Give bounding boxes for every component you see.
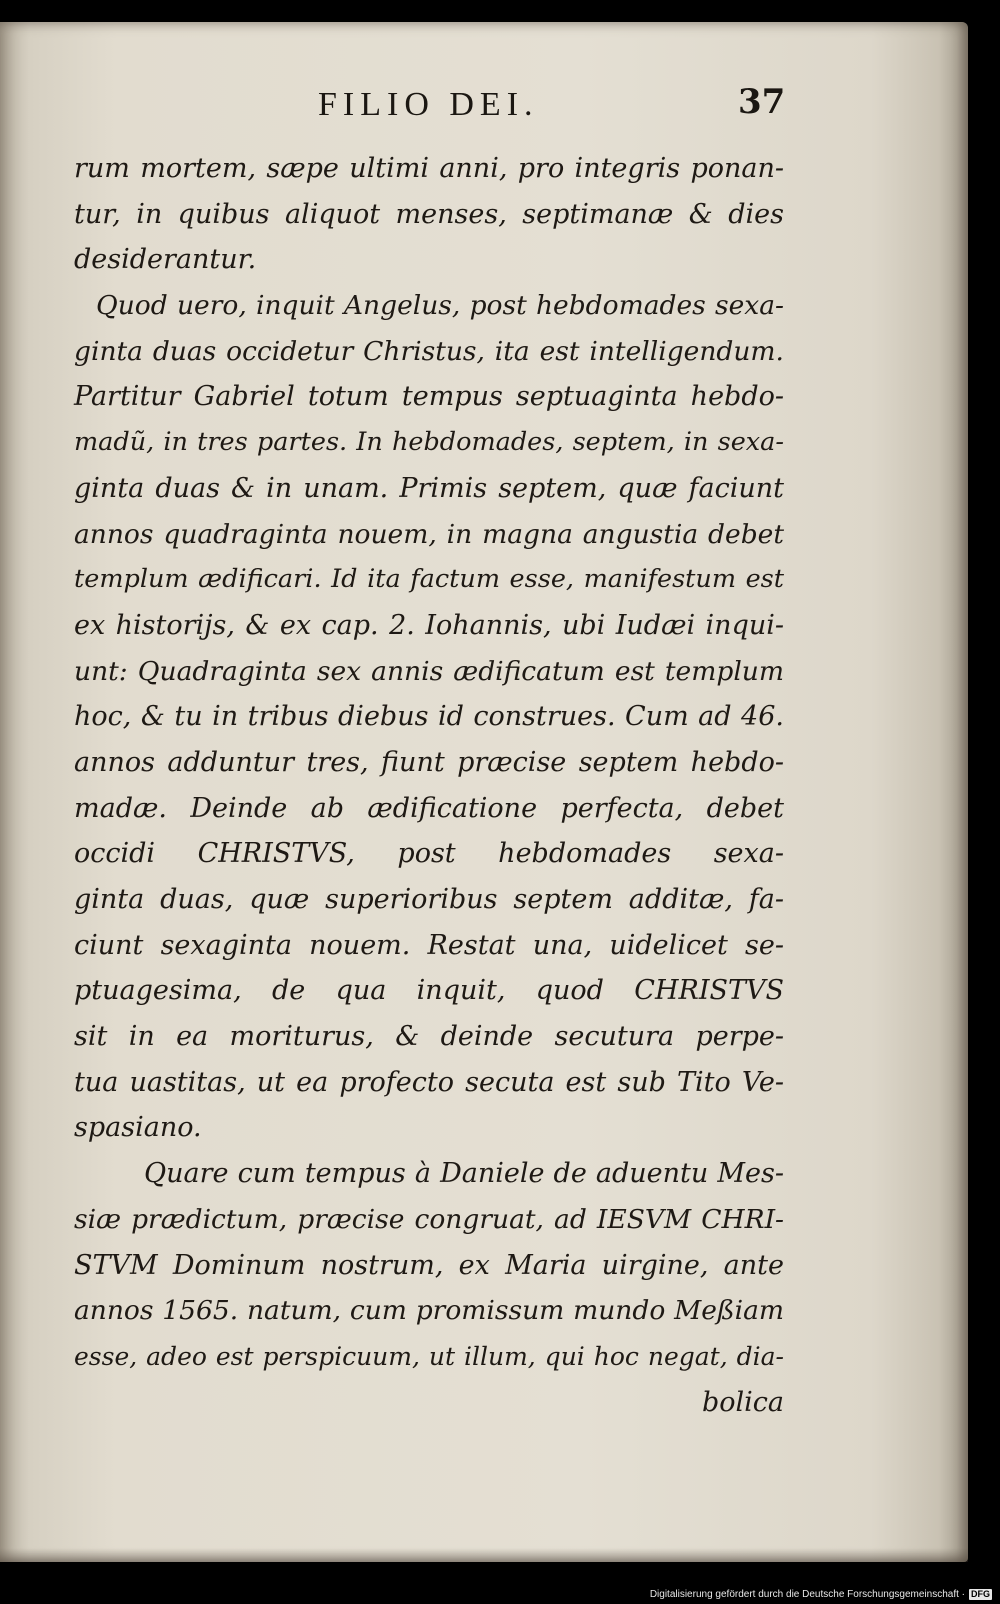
text-line: desiderantur. [74,244,257,276]
catchword: bolica [701,1386,784,1418]
page-header [0,72,968,132]
text-line: annos quadraginta nouem, in magna angustia debet [74,518,784,550]
text-line: rum mortem, sæpe ultimi anni, pro integris ponan- [74,153,784,184]
text-line: siæ prædictum, præcise congruat, ad IESVM CHRI- [74,1203,784,1235]
text-line: esse, adeo est perspicuum, ut illum, qui hoc negat, dia- [74,1341,784,1371]
text-line: hoc, & tu in tribus diebus id construes. Cum ad 46. [74,701,784,733]
text-line: occidi CHRISTVS, post hebdomades sexa- [74,838,784,870]
page-number: 37 [738,82,786,122]
text-line: tua uastitas, ut ea profecto secuta est sub Tito Ve- [74,1066,784,1098]
digitization-credit [650,1586,992,1602]
text-line: STVM Dominum nostrum, ex Maria uirgine, ante [74,1249,784,1281]
book-page [0,22,968,1562]
body-text [74,146,784,1425]
text-line: Quod uero, inquit Angelus, post hebdomades sexa- [96,290,784,322]
text-line: madæ. Deinde ab ædificatione perfecta, debet [74,792,784,824]
dfg-logo: DFG [971,1588,990,1599]
text-line: ginta duas occidetur Christus, ita est intelligendum. [74,335,784,367]
text-line: spasiano. [74,1112,202,1144]
text-line: ciunt sexaginta nouem. Restat una, uidelicet se- [74,929,784,961]
text-line: annos adduntur tres, fiunt præcise septem hebdo- [74,746,784,778]
text-line: ptuagesima, de qua inquit, quod CHRISTVS [74,975,784,1007]
text-line: tur, in quibus aliquot menses, septimanæ & dies [74,198,784,230]
text-line: sit in ea moriturus, & deinde secutura perpe- [74,1021,784,1053]
text-line: Partitur Gabriel totum tempus septuaginta hebdo- [74,381,784,413]
text-line: annos 1565. natum, cum promissum mundo Meßiam [74,1295,784,1327]
running-head: FILIO DEI. [318,86,539,123]
text-line: ginta duas, quæ superioribus septem additæ, fa- [74,884,784,915]
credit-text: Digitalisierung gefördert durch die Deutsche Forschungsgemeinschaft · [649,1588,965,1600]
text-line: ex historijs, & ex cap. 2. Iohannis, ubi Iudæi inqui- [74,609,784,641]
text-line: Quare cum tempus à Daniele de aduentu Mes- [144,1158,784,1190]
text-line: madũ, in tres partes. In hebdomades, septem, in sexa- [74,427,784,458]
text-line: unt: Quadraginta sex annis ædificatum est templum [74,655,784,687]
text-line: templum ædificari. Id ita factum esse, manifestum est [74,564,784,595]
text-line: ginta duas & in unam. Primis septem, quæ faciunt [74,472,784,504]
